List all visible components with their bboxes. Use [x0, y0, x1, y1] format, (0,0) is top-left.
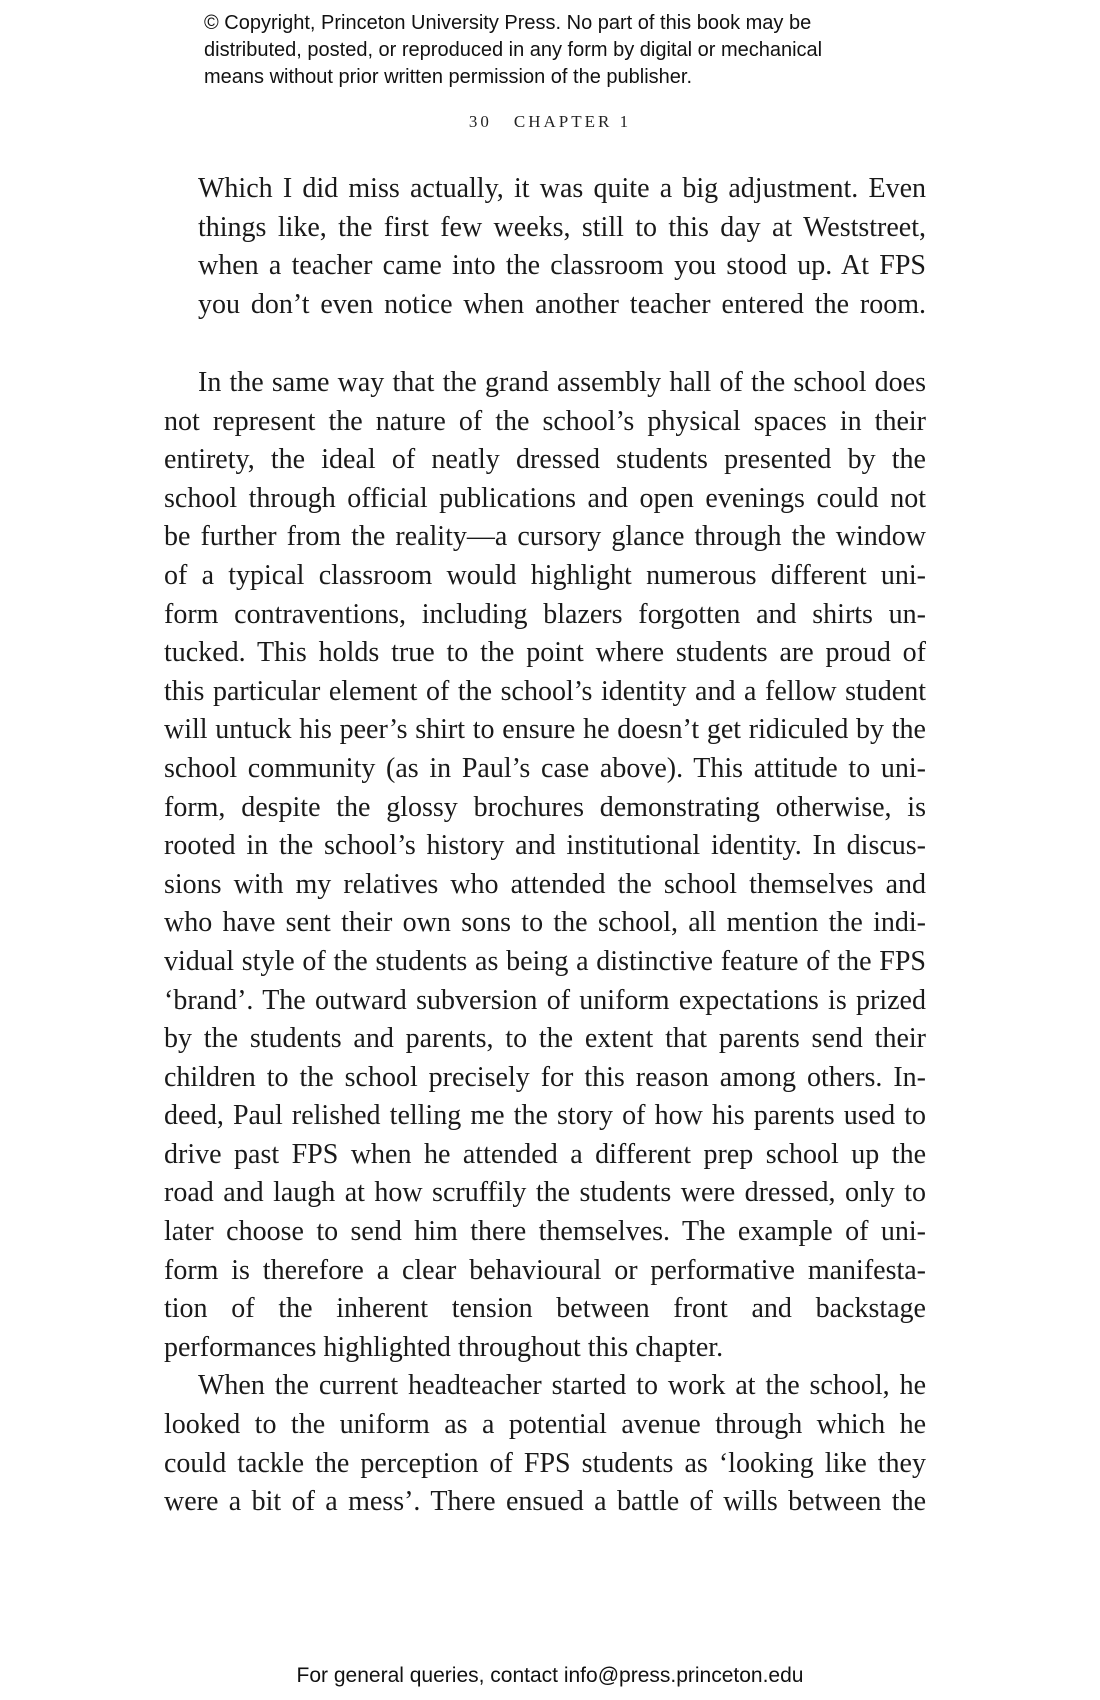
copyright-notice	[204, 10, 924, 91]
block-quote	[198, 170, 926, 324]
copyright-line: © Copyright, Princeton University Press. No part of this book may be	[204, 12, 812, 34]
text-line: will untuck his peer’s shirt to ensure he doesn’t get ridiculed by the	[164, 714, 926, 746]
text-line: be further from the reality—a cursory glance through the window	[164, 521, 926, 553]
text-line: deed, Paul relished telling me the story of how his parents used to	[164, 1100, 926, 1132]
text-line: road and laugh at how scruffily the students were dressed, only to	[164, 1177, 926, 1209]
text-line: looked to the uniform as a potential avenue through which he	[164, 1409, 926, 1441]
quote-line: things like, the first few weeks, still to this day at Weststreet,	[198, 211, 926, 243]
text-line: ‘brand’. The outward subversion of uniform expectations is prized	[164, 984, 926, 1016]
copyright-line: means without prior written permission of the publisher.	[204, 66, 693, 88]
text-line: school through official publications and open evenings could not	[164, 482, 926, 514]
text-line: tucked. This holds true to the point where students are proud of	[164, 637, 926, 669]
quote-line: Which I did miss actually, it was quite a big adjustment. Even	[198, 173, 926, 204]
text-line: form, despite the glossy brochures demonstrating otherwise, is	[164, 791, 926, 823]
text-line: rooted in the school’s history and institutional identity. In discus-	[164, 830, 926, 862]
text-line: school community (as in Paul’s case above). This attitude to uni-	[164, 752, 926, 784]
text-line: later choose to send him there themselves. The example of uni-	[164, 1216, 926, 1248]
quote-line: when a teacher came into the classroom you stood up. At FPS	[198, 250, 926, 282]
text-line: In the same way that the grand assembly hall of the school does	[198, 367, 926, 398]
text-line: this particular element of the school’s identity and a fellow student	[164, 675, 926, 707]
text-line: When the current headteacher started to work at the school, he	[198, 1370, 926, 1402]
text-line: form is therefore a clear behavioural or performative manifesta-	[164, 1254, 926, 1286]
text-line: could tackle the perception of FPS students as ‘looking like they	[164, 1447, 926, 1479]
text-line: performances highlighted throughout this chapter.	[164, 1331, 724, 1363]
running-head	[0, 112, 1100, 132]
text-line: children to the school precisely for this reason among others. In-	[164, 1061, 926, 1093]
text-line: sions with my relatives who attended the school themselves and	[164, 868, 926, 900]
text-line: form contraventions, including blazers forgotten and shirts un-	[164, 598, 926, 630]
copyright-line: distributed, posted, or reproduced in any form by digital or mechanical	[204, 39, 823, 61]
text-line: drive past FPS when he attended a different prep school up the	[164, 1138, 926, 1170]
text-line: tion of the inherent tension between front and backstage	[164, 1293, 926, 1325]
text-line: of a typical classroom would highlight numerous different uni-	[164, 559, 926, 591]
chapter-label: CHAPTER 1	[513, 112, 632, 131]
text-line: vidual style of the students as being a distinctive feature of the FPS	[164, 945, 926, 977]
footer-contact: For general queries, contact info@press.princeton.edu	[296, 1664, 804, 1687]
text-line: entirety, the ideal of neatly dressed students presented by the	[164, 444, 926, 476]
text-line: who have sent their own sons to the school, all mention the indi-	[164, 907, 926, 939]
paragraph	[164, 1367, 926, 1521]
text-line: by the students and parents, to the extent that parents send their	[164, 1023, 926, 1055]
quote-line: you don’t even notice when another teacher entered the room.	[198, 288, 926, 320]
text-line: were a bit of a mess’. There ensued a battle of wills between the	[164, 1486, 926, 1518]
paragraph	[164, 364, 926, 1367]
page-number: 30	[468, 112, 492, 131]
body-text	[164, 364, 926, 1522]
text-line: not represent the nature of the school’s physical spaces in their	[164, 405, 926, 437]
